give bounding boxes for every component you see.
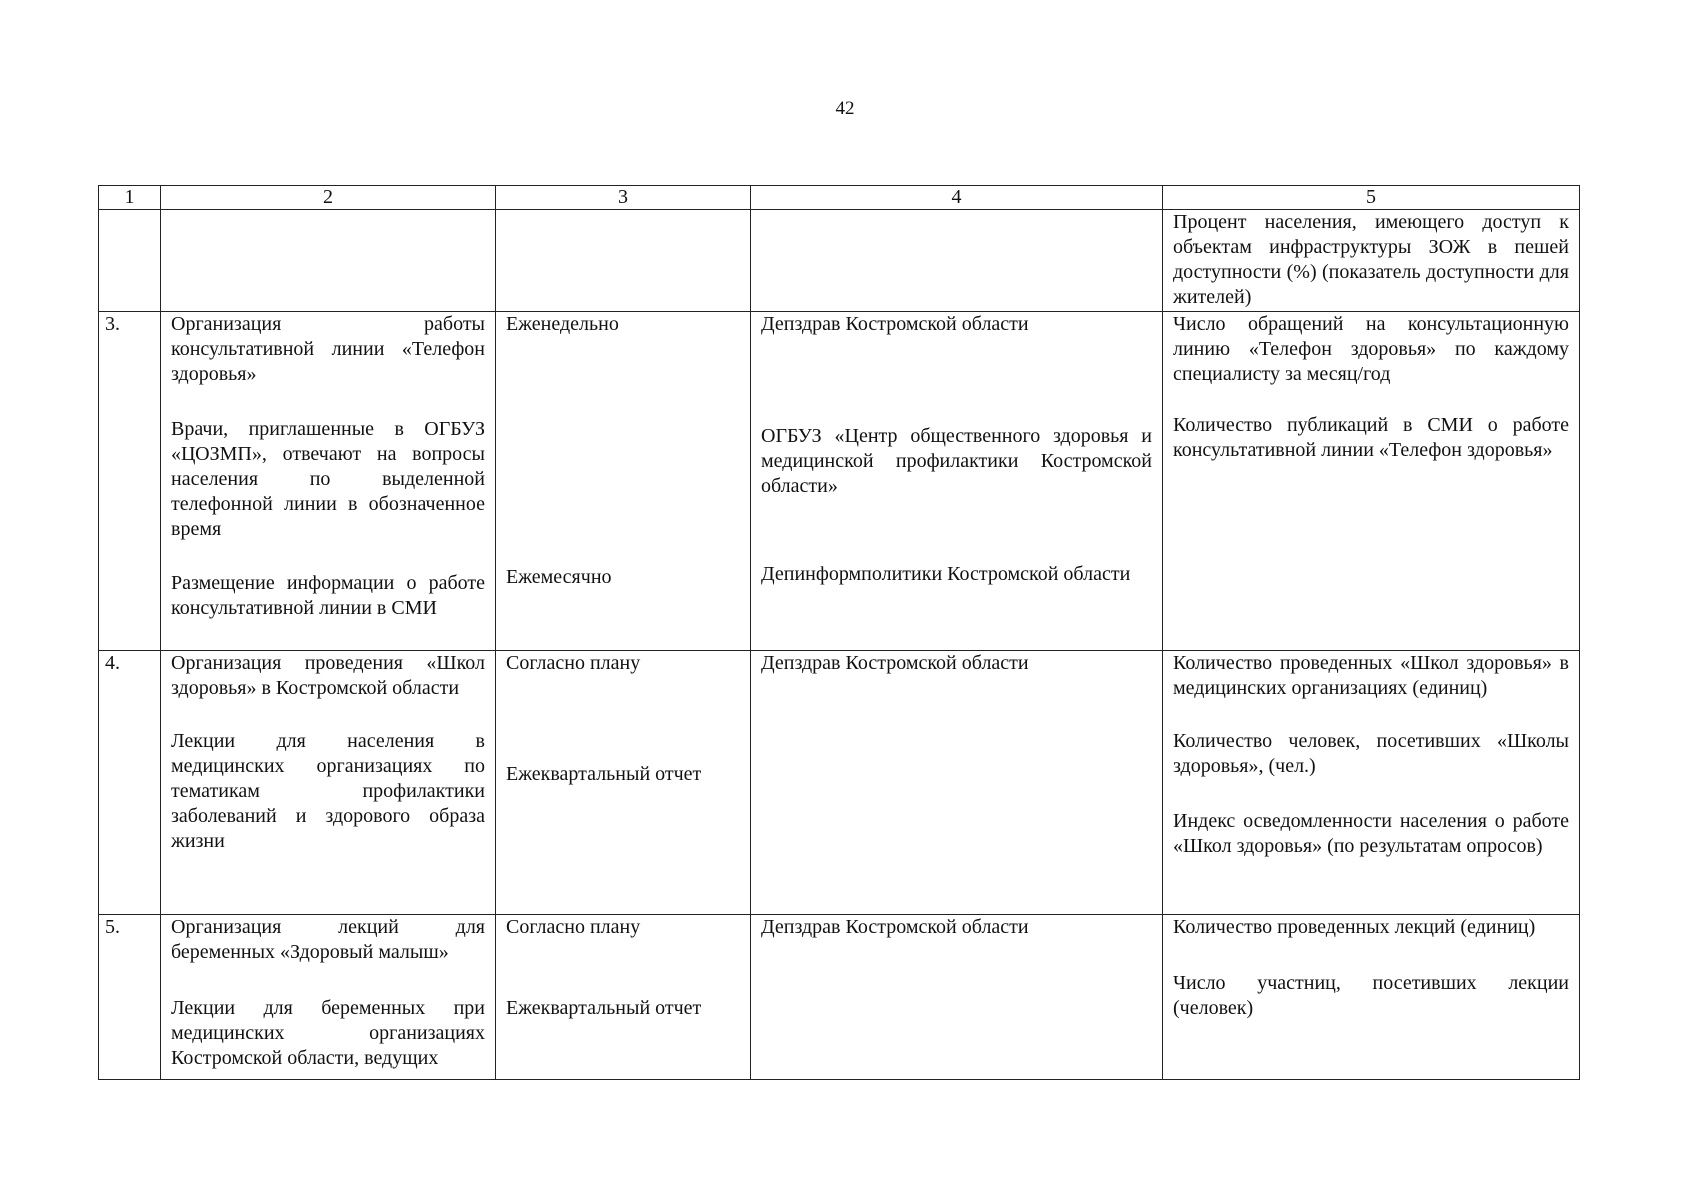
row-number: 4. bbox=[99, 651, 161, 915]
term-text: Согласно плану bbox=[506, 916, 641, 938]
header-row bbox=[99, 186, 1580, 210]
responsible-text: Депинформполитики Костромской области bbox=[761, 563, 1131, 585]
term-text: Ежемесячно bbox=[506, 566, 612, 588]
header-col-1: 1 bbox=[99, 186, 161, 210]
indicator-text: Количество проведенных «Школ здоровья» в медицинских организациях (единиц) bbox=[1173, 652, 1569, 699]
activity-text: Организация работы консультативной линии «Телефон здоровья» bbox=[171, 313, 485, 385]
measures-table bbox=[98, 185, 1580, 1080]
header-col-2: 2 bbox=[161, 186, 496, 210]
header-col-3: 3 bbox=[496, 186, 751, 210]
term-text: Ежеквартальный отчет bbox=[506, 997, 702, 1019]
table-row bbox=[99, 210, 1580, 312]
header-col-5: 5 bbox=[1163, 186, 1580, 210]
table-row bbox=[99, 312, 1580, 651]
responsible-text: Депздрав Костромской области bbox=[761, 313, 1029, 335]
activity-text: Врачи, приглашенные в ОГБУЗ «ЦОЗМП», отвечают на вопросы населения по выделенной телефонной линии в обозначенное время bbox=[171, 418, 485, 540]
activity-text: Организация лекций для беременных «Здоровый малыш» bbox=[171, 916, 485, 963]
row-number: 3. bbox=[99, 312, 161, 651]
indicator-text: Индекс осведомленности населения о работе «Школ здоровья» (по результатам опросов) bbox=[1173, 810, 1569, 857]
indicator-text: Число участниц, посетивших лекции (человек) bbox=[1173, 972, 1569, 1019]
activity-text: Лекции для населения в медицинских организациях по тематикам профилактики заболеваний и здорового образа жизни bbox=[171, 730, 485, 852]
activity-text: Организация проведения «Школ здоровья» в Костромской области bbox=[171, 652, 485, 699]
indicator-text: Количество проведенных лекций (единиц) bbox=[1173, 916, 1536, 938]
indicator-text: Количество публикаций в СМИ о работе консультативной линии «Телефон здоровья» bbox=[1173, 414, 1569, 461]
page-number: 42 bbox=[835, 98, 855, 119]
row-number: 5. bbox=[99, 915, 161, 1080]
responsible-text: Депздрав Костромской области bbox=[761, 916, 1029, 938]
indicator-text: Процент населения, имеющего доступ к объектам инфраструктуры ЗОЖ в пешей доступности (%) (показатель доступности для жителей) bbox=[1173, 211, 1569, 308]
term-text: Согласно плану bbox=[506, 652, 641, 674]
activity-text: Размещение информации о работе консультативной линии в СМИ bbox=[171, 572, 485, 619]
table-row bbox=[99, 915, 1580, 1080]
table-row bbox=[99, 651, 1580, 915]
responsible-text: Депздрав Костромской области bbox=[761, 652, 1029, 674]
indicator-text: Количество человек, посетивших «Школы здоровья», (чел.) bbox=[1173, 730, 1569, 777]
responsible-text: ОГБУЗ «Центр общественного здоровья и медицинской профилактики Костромской области» bbox=[761, 425, 1152, 497]
activity-text: Лекции для беременных при медицинских организациях Костромской области, ведущих bbox=[171, 997, 485, 1069]
term-text: Еженедельно bbox=[506, 313, 619, 335]
indicator-text: Число обращений на консультационную линию «Телефон здоровья» по каждому специалисту за месяц/год bbox=[1173, 313, 1569, 385]
header-col-4: 4 bbox=[751, 186, 1163, 210]
term-text: Ежеквартальный отчет bbox=[506, 763, 702, 785]
